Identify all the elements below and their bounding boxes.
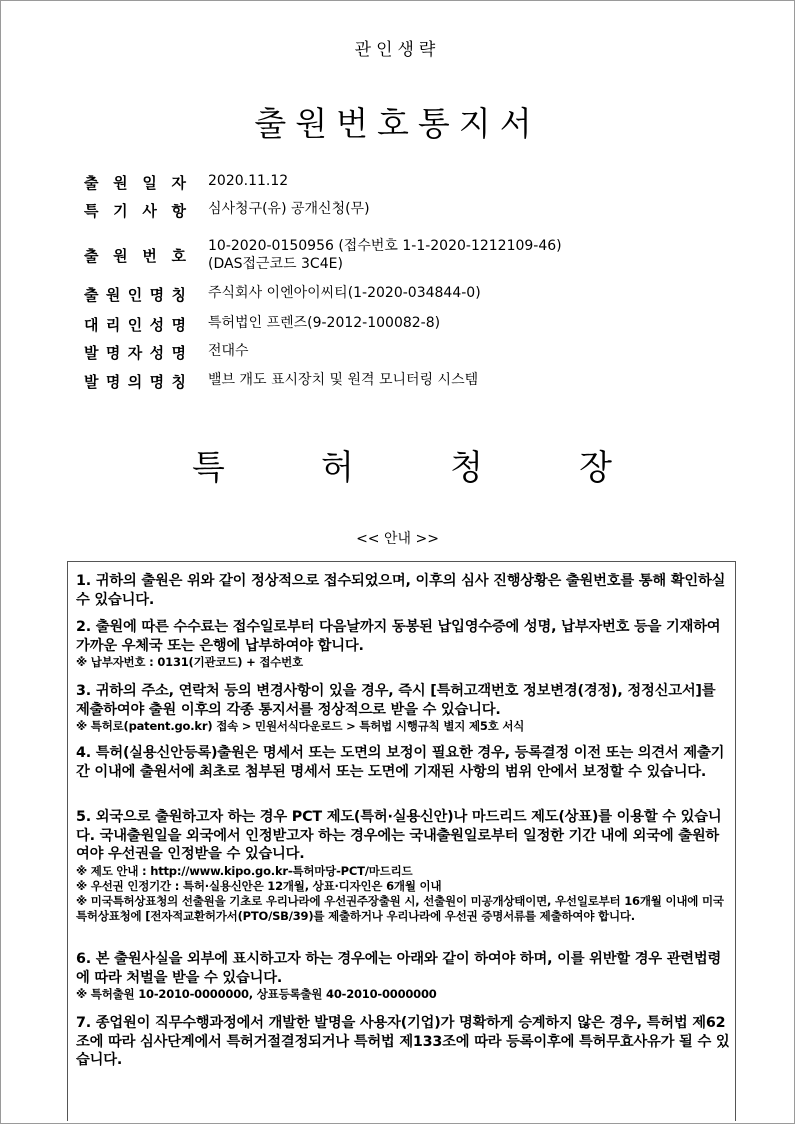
notice-note: ※ 미국특허상표청의 선출원을 기초로 우리나라에 우선권주장출원 시, 선출원이 미공개상태이면, 우선일로부터 16개월 이내에 미국특허상표청에 [전자적교환허가서(PTO/SB/39)를 제출하거나 우리나라에 우선권 증명서류를 제출하여야 합니다. [76, 893, 724, 923]
label-char: 인 [127, 316, 143, 334]
field-label [84, 172, 186, 193]
label-char: 대 [84, 316, 99, 334]
field-applicant [84, 284, 562, 314]
field-value: 심사청구(유) 공개신청(무) [208, 201, 370, 217]
field-label [84, 284, 186, 305]
notice-note: ※ 납부자번호 : 0131(기관코드) + 접수번호 [76, 655, 303, 669]
label-char: 명 [171, 316, 186, 334]
field-value [208, 237, 562, 273]
notice-box [67, 561, 736, 1121]
notice-item-1 [76, 572, 731, 609]
label-char: 일 [142, 174, 157, 192]
notice-item-7 [76, 1014, 731, 1070]
notice-item-6 [76, 950, 731, 1002]
field-label [84, 371, 186, 392]
label-char: 명 [171, 344, 186, 362]
label-char: 자 [127, 344, 143, 362]
field-label [84, 342, 186, 363]
label-char: 발 [84, 344, 99, 362]
notice-text: 6. 본 출원사실을 외부에 표시하고자 하는 경우에는 아래와 같이 하여야 하며, 이를 위반할 경우 관련법령에 따라 처벌을 받을 수 있습니다. [76, 951, 722, 986]
label-char: 칭 [171, 373, 186, 391]
notice-text: 3. 귀하의 주소, 연락처 등의 변경사항이 있을 경우, 즉시 [특허고객번호 정보변경(경정), 정정신고서]를 제출하여야 출원 이후의 각종 통지서를 정상적으로 받을 수 있습니다. [76, 683, 716, 718]
field-value: 특허법인 프렌즈(9-2012-100082-8) [208, 315, 441, 331]
label-char: 자 [171, 174, 186, 192]
notice-text: 7. 종업원이 직무수행과정에서 개발한 발명을 사용자(기업)가 명확하게 승계하지 않은 경우, 특허법 제62조에 따라 심사단계에서 특허거절결정되거나 특허법 제133조에 따라 등록이후에 특허무효사유가 될 수 있습니다. [76, 1015, 730, 1068]
notice-note: ※ 제도 안내 : http://www.kipo.go.kr-특허마당-PCT/마드리드 [76, 863, 413, 878]
seal-omitted-label: 관인생략 [354, 40, 441, 60]
document-title: 출원번호통지서 [254, 104, 541, 143]
field-label [84, 314, 186, 335]
label-char: 번 [142, 246, 157, 265]
notice-text: 2. 출원에 따른 수수료는 접수일로부터 다음날까지 동봉된 납입영수증에 성명, 납부자번호 등을 기재하여 가까운 우체국 또는 은행에 납부하여야 합니다. [76, 619, 721, 654]
label-char: 성 [149, 344, 165, 362]
field-filing-date [84, 172, 562, 198]
notice-note: ※ 우선권 인정기간 : 특허·실용신안은 12개월, 상표·디자인은 6개월 이내 [76, 878, 442, 893]
label-char: 기 [113, 202, 128, 220]
field-agent [84, 314, 562, 342]
notice-note: ※ 특허로(patent.go.kr) 접속 > 민원서식다운로드 > 특허법 시행규칙 별지 제5호 서식 [76, 719, 525, 733]
field-invention-title [84, 371, 562, 399]
notice-note: ※ 특허출원 10-2010-0000000, 상표등록출원 40-2010-0000000 [76, 987, 437, 1001]
application-number: 10-2020-0150956 (접수번호 1-1-2020-1212109-46) [208, 238, 562, 254]
notice-text: 1. 귀하의 출원은 위와 같이 정상적으로 접수되었으며, 이후의 심사 진행상황은 출원번호를 통해 확인하실 수 있습니다. [76, 573, 726, 608]
label-char: 발 [84, 373, 99, 391]
issuer-char: 특 [192, 448, 225, 488]
label-char: 인 [127, 286, 143, 304]
das-access-code: (DAS접근코드 3C4E) [208, 256, 343, 272]
notice-item-4 [76, 744, 731, 781]
field-application-number [84, 230, 562, 280]
notice-item-5 [76, 808, 731, 924]
issuer-char: 허 [321, 448, 354, 488]
application-info [84, 172, 562, 399]
notice-text: 5. 외국으로 출원하고자 하는 경우 PCT 제도(특허·실용신안)나 마드리드 제도(상표)를 이용할 수 있습니다. 국내출원일을 외국에서 인정받고자 하는 경우에는 국내출원일로부터 일정한 기간 내에 외국에 출원하여야 우선권을 인정받을 수 있습니다. [76, 809, 722, 862]
label-char: 특 [84, 202, 99, 220]
label-char: 출 [84, 246, 99, 265]
label-char: 리 [105, 316, 121, 334]
label-char: 칭 [171, 286, 186, 304]
label-char: 출 [84, 286, 99, 304]
issuer-char: 장 [579, 448, 612, 488]
notice-item-2 [76, 618, 731, 670]
label-char: 출 [84, 174, 99, 192]
label-char: 원 [113, 246, 128, 265]
label-char: 사 [142, 202, 157, 220]
field-inventor [84, 342, 562, 371]
label-char: 명 [105, 373, 121, 391]
label-char: 의 [127, 373, 143, 391]
label-char: 명 [149, 286, 165, 304]
notice-text: 4. 특허(실용신안등록)출원은 명세서 또는 도면의 보정이 필요한 경우, 등록결정 이전 또는 의견서 제출기간 이내에 출원서에 최초로 첨부된 명세서 또는 도면에 기재된 사항의 범위 안에서 보정할 수 있습니다. [76, 745, 725, 780]
label-char: 명 [149, 373, 165, 391]
field-value: 주식회사 이엔아이씨티(1-2020-034844-0) [208, 285, 481, 301]
field-value: 전대수 [208, 343, 249, 359]
notice-item-3 [76, 682, 731, 734]
field-special-notes [84, 200, 562, 230]
label-char: 호 [171, 246, 186, 265]
field-value: 밸브 개도 표시장치 및 원격 모니터링 시스템 [208, 372, 479, 388]
label-char: 원 [113, 174, 128, 192]
field-label [84, 200, 186, 221]
issuer-char: 청 [450, 448, 483, 488]
label-char: 항 [171, 202, 186, 220]
guide-heading: << 안내 >> [356, 531, 439, 547]
label-char: 성 [149, 316, 165, 334]
field-label [84, 245, 186, 266]
label-char: 명 [105, 344, 121, 362]
issuer-name [192, 440, 612, 489]
field-value: 2020.11.12 [208, 173, 289, 189]
label-char: 원 [105, 286, 121, 304]
